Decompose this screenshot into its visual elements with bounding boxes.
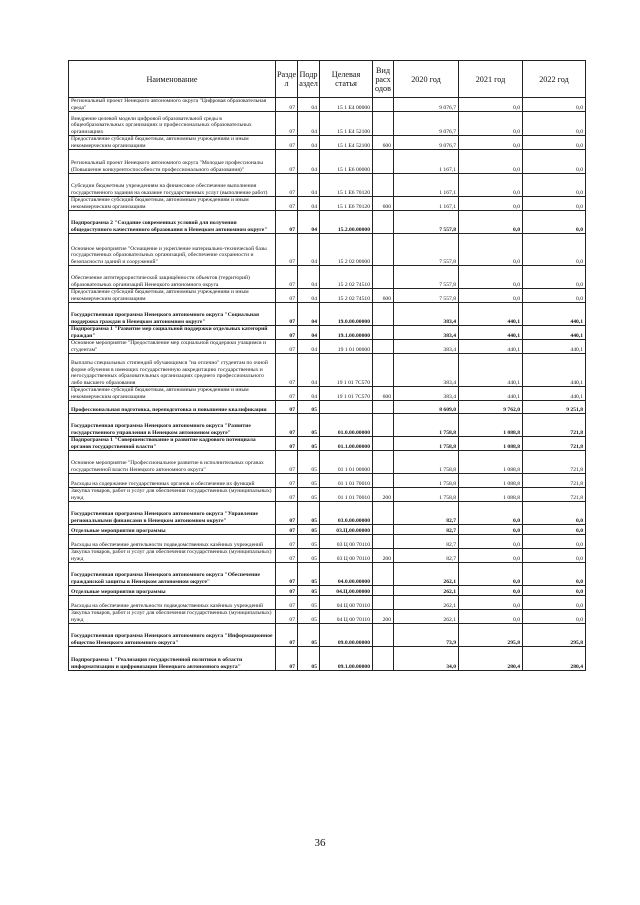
cell-podrazdel: 04 xyxy=(298,340,320,354)
cell-razdel: 07 xyxy=(276,549,298,563)
cell-name: Закупка товаров, работ и услуг для обеспечения государственных (муниципальных) нужд xyxy=(69,549,276,563)
budget-table xyxy=(68,60,586,671)
cell-podrazdel: 05 xyxy=(298,474,320,488)
cell-expense-type xyxy=(373,174,394,197)
table-row xyxy=(69,197,586,211)
cell-name: Отдельные мероприятия программы xyxy=(69,525,276,535)
cell-expense-type: 200 xyxy=(373,488,394,502)
cell-razdel: 07 xyxy=(276,174,298,197)
table-row xyxy=(69,326,586,340)
cell-2020: 1 167,1 xyxy=(394,150,459,174)
cell-name: Предоставление субсидий бюджетным, автономным учреждениям и иным некоммерческим организациям xyxy=(69,289,276,303)
cell-podrazdel: 05 xyxy=(298,451,320,474)
cell-podrazdel: 04 xyxy=(298,211,320,234)
cell-article: 15.2.00.00000 xyxy=(320,211,373,234)
cell-name: Государственная программа Ненецкого автономного округа "Информационное общество Ненецкого автономного округа" xyxy=(69,624,276,647)
table-row xyxy=(69,624,586,647)
table-row xyxy=(69,437,586,451)
cell-2020: 1 167,1 xyxy=(394,174,459,197)
cell-name: Подпрограмма 1 "Совершенствование и развитие кадрового потенциала органов государственной власти" xyxy=(69,437,276,451)
cell-expense-type: 200 xyxy=(373,549,394,563)
cell-article: 15 1 E6 70120 xyxy=(320,197,373,211)
cell-expense-type xyxy=(373,586,394,596)
cell-name: Отдельные мероприятия программы xyxy=(69,586,276,596)
cell-2021: 0,0 xyxy=(459,174,523,197)
cell-article: 01.0.00.00000 xyxy=(320,414,373,437)
cell-2021: 0,0 xyxy=(459,535,523,549)
cell-2020: 262,1 xyxy=(394,586,459,596)
cell-2021: 295,8 xyxy=(459,624,523,647)
cell-podrazdel: 05 xyxy=(298,502,320,525)
table-row xyxy=(69,474,586,488)
cell-razdel: 07 xyxy=(276,289,298,303)
cell-2022: 0,0 xyxy=(523,525,586,535)
cell-article: 19 1 01 7C570 xyxy=(320,354,373,387)
cell-2022: 0,0 xyxy=(523,174,586,197)
cell-2020: 9 076,7 xyxy=(394,98,459,112)
cell-podrazdel: 04 xyxy=(298,303,320,326)
cell-article: 09.0.00.00000 xyxy=(320,624,373,647)
cell-2022: 440,1 xyxy=(523,354,586,387)
table-row xyxy=(69,502,586,525)
cell-2020: 383,4 xyxy=(394,387,459,401)
cell-2022: 721,8 xyxy=(523,474,586,488)
table-row xyxy=(69,387,586,401)
cell-name: Расходы на содержание государственных органов и обеспечение их функций xyxy=(69,474,276,488)
cell-podrazdel: 04 xyxy=(298,266,320,289)
cell-2021: 440,1 xyxy=(459,340,523,354)
cell-article: 15 1 E4 52100 xyxy=(320,112,373,136)
cell-razdel: 07 xyxy=(276,340,298,354)
cell-2022: 0,0 xyxy=(523,549,586,563)
cell-2021: 1 088,8 xyxy=(459,488,523,502)
cell-name: Предоставление субсидий бюджетным, автономным учреждениям и иным некоммерческим организациям xyxy=(69,136,276,150)
cell-name: Государственная программа Ненецкого автономного округа "Социальная поддержка граждан в Ненецком автономном округе" xyxy=(69,303,276,326)
cell-expense-type xyxy=(373,451,394,474)
cell-name: Предоставление субсидий бюджетным, автономным учреждениям и иным некоммерческим организациям xyxy=(69,387,276,401)
table-row xyxy=(69,488,586,502)
cell-2021: 440,1 xyxy=(459,354,523,387)
cell-article: 03 Ц 00 70110 xyxy=(320,549,373,563)
cell-razdel: 07 xyxy=(276,502,298,525)
cell-2021: 440,1 xyxy=(459,387,523,401)
header-article: Целевая статья xyxy=(320,61,373,98)
cell-razdel: 07 xyxy=(276,586,298,596)
cell-expense-type xyxy=(373,624,394,647)
cell-podrazdel: 04 xyxy=(298,112,320,136)
cell-2022: 721,8 xyxy=(523,437,586,451)
cell-razdel: 07 xyxy=(276,354,298,387)
cell-podrazdel: 05 xyxy=(298,525,320,535)
cell-razdel: 07 xyxy=(276,234,298,266)
cell-2022: 0,0 xyxy=(523,98,586,112)
cell-2021: 0,0 xyxy=(459,586,523,596)
cell-expense-type xyxy=(373,266,394,289)
cell-podrazdel: 05 xyxy=(298,596,320,610)
cell-2020: 1 758,8 xyxy=(394,474,459,488)
header-2022: 2022 год xyxy=(523,61,586,98)
cell-name: Региональный проект Ненецкого автономного округа "Цифровая образовательная среда" xyxy=(69,98,276,112)
table-row xyxy=(69,451,586,474)
cell-podrazdel: 04 xyxy=(298,354,320,387)
table-row xyxy=(69,596,586,610)
cell-article: 03.0.00.00000 xyxy=(320,502,373,525)
cell-article: 01 1 01 70010 xyxy=(320,488,373,502)
cell-article: 04 Ц 00 70110 xyxy=(320,610,373,624)
cell-article: 15 2 02 74510 xyxy=(320,289,373,303)
cell-2021: 0,0 xyxy=(459,266,523,289)
cell-article: 19.1.00.00000 xyxy=(320,326,373,340)
table-row xyxy=(69,586,586,596)
cell-razdel: 07 xyxy=(276,535,298,549)
cell-podrazdel: 05 xyxy=(298,586,320,596)
cell-name: Основное мероприятие "Оснащение и укрепление материально-технической базы государственных образовательных организаций, обеспечение сохранности и безопасности зданий и сооружений" xyxy=(69,234,276,266)
cell-2021: 0,0 xyxy=(459,610,523,624)
table-row xyxy=(69,266,586,289)
cell-2022: 9 251,8 xyxy=(523,401,586,414)
cell-2020: 9 076,7 xyxy=(394,136,459,150)
cell-expense-type xyxy=(373,647,394,671)
table-row xyxy=(69,340,586,354)
table-row xyxy=(69,98,586,112)
cell-podrazdel: 05 xyxy=(298,563,320,586)
cell-expense-type xyxy=(373,98,394,112)
cell-2022: 0,0 xyxy=(523,563,586,586)
cell-2021: 1 088,8 xyxy=(459,414,523,437)
table-row xyxy=(69,535,586,549)
cell-2020: 7 557,8 xyxy=(394,266,459,289)
cell-article: 04.0.00.00000 xyxy=(320,563,373,586)
cell-razdel: 07 xyxy=(276,474,298,488)
table-row xyxy=(69,563,586,586)
table-row xyxy=(69,525,586,535)
cell-2021: 0,0 xyxy=(459,98,523,112)
cell-2020: 82,7 xyxy=(394,549,459,563)
cell-expense-type: 600 xyxy=(373,136,394,150)
cell-2022: 0,0 xyxy=(523,266,586,289)
cell-name: Государственная программа Ненецкого автономного округа "Обеспечение гражданской защиты в Ненецком автономном округе" xyxy=(69,563,276,586)
cell-2022: 0,0 xyxy=(523,112,586,136)
cell-expense-type: 600 xyxy=(373,387,394,401)
cell-2020: 34,0 xyxy=(394,647,459,671)
table-row xyxy=(69,289,586,303)
cell-podrazdel: 05 xyxy=(298,401,320,414)
cell-2021: 0,0 xyxy=(459,150,523,174)
cell-podrazdel: 04 xyxy=(298,289,320,303)
cell-2021: 0,0 xyxy=(459,563,523,586)
cell-2021: 280,4 xyxy=(459,647,523,671)
cell-razdel: 07 xyxy=(276,98,298,112)
cell-2021: 0,0 xyxy=(459,502,523,525)
cell-2022: 0,0 xyxy=(523,234,586,266)
cell-razdel: 07 xyxy=(276,136,298,150)
cell-article: 03.Ц.00.00000 xyxy=(320,525,373,535)
cell-article: 15 2 02 74510 xyxy=(320,266,373,289)
cell-expense-type xyxy=(373,414,394,437)
cell-expense-type xyxy=(373,354,394,387)
cell-2020: 262,1 xyxy=(394,563,459,586)
cell-razdel: 07 xyxy=(276,414,298,437)
cell-2020: 383,4 xyxy=(394,303,459,326)
cell-article: 19.0.00.00000 xyxy=(320,303,373,326)
cell-2021: 0,0 xyxy=(459,525,523,535)
cell-name: Государственная программа Ненецкого автономного округа "Управление региональными финансами в Ненецком автономном округе" xyxy=(69,502,276,525)
cell-2022: 0,0 xyxy=(523,197,586,211)
cell-podrazdel: 04 xyxy=(298,174,320,197)
cell-expense-type xyxy=(373,535,394,549)
cell-article: 01 1 01 70010 xyxy=(320,474,373,488)
cell-razdel: 07 xyxy=(276,647,298,671)
cell-article: 03 Ц 00 70110 xyxy=(320,535,373,549)
cell-podrazdel: 04 xyxy=(298,387,320,401)
cell-2021: 0,0 xyxy=(459,197,523,211)
cell-2020: 82,7 xyxy=(394,535,459,549)
cell-razdel: 07 xyxy=(276,437,298,451)
cell-name: Подпрограмма 1 "Реализация государственной политики в области информатизации и цифровизации Ненецкого автономного округа" xyxy=(69,647,276,671)
cell-podrazdel: 05 xyxy=(298,488,320,502)
cell-2020: 8 609,0 xyxy=(394,401,459,414)
table-row xyxy=(69,136,586,150)
cell-podrazdel: 04 xyxy=(298,136,320,150)
cell-2021: 1 088,8 xyxy=(459,474,523,488)
table-row xyxy=(69,234,586,266)
table-row xyxy=(69,174,586,197)
cell-expense-type xyxy=(373,474,394,488)
cell-name: Внедрение целевой модели цифровой образовательной среды в общеобразовательных организациях и профессиональных образовательных организациях xyxy=(69,112,276,136)
cell-2020: 7 557,8 xyxy=(394,211,459,234)
cell-razdel: 07 xyxy=(276,211,298,234)
cell-expense-type xyxy=(373,401,394,414)
cell-razdel: 07 xyxy=(276,451,298,474)
cell-name: Закупка товаров, работ и услуг для обеспечения государственных (муниципальных) нужд xyxy=(69,610,276,624)
table-body xyxy=(69,98,586,671)
cell-name: Государственная программа Ненецкого автономного округа "Развитие государственного управления в Ненецком автономном округе" xyxy=(69,414,276,437)
cell-podrazdel: 05 xyxy=(298,414,320,437)
cell-article: 15 1 E6 70120 xyxy=(320,174,373,197)
cell-expense-type xyxy=(373,596,394,610)
cell-podrazdel: 05 xyxy=(298,610,320,624)
cell-razdel: 07 xyxy=(276,610,298,624)
cell-2021: 440,1 xyxy=(459,303,523,326)
cell-name: Подпрограмма 2 "Создание современных условий для получения общедоступного качественного образования в Ненецком автономном округе" xyxy=(69,211,276,234)
table-header xyxy=(69,61,586,98)
cell-2022: 0,0 xyxy=(523,502,586,525)
cell-podrazdel: 05 xyxy=(298,535,320,549)
cell-article: 01 1 01 00000 xyxy=(320,451,373,474)
cell-2020: 1 167,1 xyxy=(394,197,459,211)
cell-2022: 0,0 xyxy=(523,610,586,624)
cell-name: Субсидии бюджетным учреждениям на финансовое обеспечение выполнения государственного задания на оказание государственных услуг (выполнение работ) xyxy=(69,174,276,197)
cell-2020: 82,7 xyxy=(394,502,459,525)
cell-article: 15 1 E4 00000 xyxy=(320,98,373,112)
cell-2021: 0,0 xyxy=(459,234,523,266)
cell-razdel: 07 xyxy=(276,525,298,535)
cell-name: Региональный проект Ненецкого автономного округа "Молодые профессионалы (Повышение конкурентоспособности профессионального образования)" xyxy=(69,150,276,174)
cell-expense-type xyxy=(373,340,394,354)
cell-2020: 383,4 xyxy=(394,354,459,387)
cell-expense-type xyxy=(373,234,394,266)
cell-2022: 0,0 xyxy=(523,596,586,610)
cell-podrazdel: 05 xyxy=(298,647,320,671)
cell-2022: 0,0 xyxy=(523,535,586,549)
cell-expense-type: 600 xyxy=(373,289,394,303)
cell-article: 15 1 E6 00000 xyxy=(320,150,373,174)
cell-2021: 0,0 xyxy=(459,596,523,610)
cell-2021: 0,0 xyxy=(459,549,523,563)
cell-2022: 0,0 xyxy=(523,136,586,150)
cell-razdel: 07 xyxy=(276,563,298,586)
cell-expense-type xyxy=(373,112,394,136)
cell-razdel: 07 xyxy=(276,303,298,326)
cell-2022: 721,8 xyxy=(523,488,586,502)
cell-article: 09.1.00.00000 xyxy=(320,647,373,671)
cell-2020: 1 758,8 xyxy=(394,437,459,451)
table-row xyxy=(69,150,586,174)
cell-2021: 0,0 xyxy=(459,112,523,136)
cell-2022: 0,0 xyxy=(523,150,586,174)
page-number: 36 xyxy=(314,837,326,849)
cell-2022: 0,0 xyxy=(523,289,586,303)
cell-article: 01.1.00.00000 xyxy=(320,437,373,451)
cell-2020: 1 758,8 xyxy=(394,488,459,502)
cell-2022: 440,1 xyxy=(523,326,586,340)
cell-2021: 1 088,8 xyxy=(459,451,523,474)
cell-2020: 7 557,8 xyxy=(394,289,459,303)
header-2020: 2020 год xyxy=(394,61,459,98)
cell-2021: 0,0 xyxy=(459,289,523,303)
cell-article: 04.Ц.00.00000 xyxy=(320,586,373,596)
cell-podrazdel: 04 xyxy=(298,326,320,340)
header-razdel: Разде л xyxy=(276,61,298,98)
table-row xyxy=(69,549,586,563)
cell-name: Расходы на обеспечение деятельности подведомственных казённых учреждений xyxy=(69,596,276,610)
cell-expense-type xyxy=(373,563,394,586)
cell-2020: 7 557,8 xyxy=(394,234,459,266)
cell-expense-type xyxy=(373,525,394,535)
cell-name: Закупка товаров, работ и услуг для обеспечения государственных (муниципальных) нужд xyxy=(69,488,276,502)
cell-2020: 73,9 xyxy=(394,624,459,647)
cell-2022: 440,1 xyxy=(523,303,586,326)
cell-expense-type xyxy=(373,150,394,174)
cell-2020: 383,4 xyxy=(394,340,459,354)
cell-2020: 262,1 xyxy=(394,596,459,610)
cell-2020: 82,7 xyxy=(394,525,459,535)
cell-name: Основное мероприятие "Профессиональное развитие в исполнительных органах государственной власти Ненецкого автономного округа" xyxy=(69,451,276,474)
cell-expense-type xyxy=(373,437,394,451)
cell-2022: 440,1 xyxy=(523,387,586,401)
cell-name: Расходы на обеспечение деятельности подведомственных казённых учреждений xyxy=(69,535,276,549)
cell-2022: 440,1 xyxy=(523,340,586,354)
table-row xyxy=(69,211,586,234)
cell-2020: 383,4 xyxy=(394,326,459,340)
cell-article: 04 Ц 00 70110 xyxy=(320,596,373,610)
cell-podrazdel: 04 xyxy=(298,150,320,174)
cell-article xyxy=(320,401,373,414)
table-row xyxy=(69,610,586,624)
cell-name: Выплаты специальных стипендий обучающимся "на отлично" студентам по очной форме обучения в имеющих государственную аккредитацию государственных и негосударственных образовательных организациях среднего профессионального либо высшего образования xyxy=(69,354,276,387)
cell-expense-type xyxy=(373,326,394,340)
cell-name: Предоставление субсидий бюджетным, автономным учреждениям и иным некоммерческим организациям xyxy=(69,197,276,211)
cell-razdel: 07 xyxy=(276,326,298,340)
cell-razdel: 07 xyxy=(276,112,298,136)
cell-podrazdel: 04 xyxy=(298,197,320,211)
header-expense-type: Вид расх одов xyxy=(373,61,394,98)
cell-2022: 295,8 xyxy=(523,624,586,647)
cell-2022: 280,4 xyxy=(523,647,586,671)
table-row xyxy=(69,647,586,671)
table-row xyxy=(69,303,586,326)
cell-2021: 9 762,0 xyxy=(459,401,523,414)
cell-article: 19 1 01 7C570 xyxy=(320,387,373,401)
cell-2022: 0,0 xyxy=(523,586,586,596)
cell-name: Обеспечение антитеррористической защищённости объектов (территорий) образовательных организаций Ненецкого автономного округа xyxy=(69,266,276,289)
cell-expense-type: 600 xyxy=(373,197,394,211)
cell-razdel: 07 xyxy=(276,401,298,414)
header-podrazdel: Подр аздел xyxy=(298,61,320,98)
cell-razdel: 07 xyxy=(276,387,298,401)
cell-2021: 440,1 xyxy=(459,326,523,340)
cell-name: Профессиональная подготовка, переподготовка и повышение квалификации xyxy=(69,401,276,414)
cell-podrazdel: 05 xyxy=(298,549,320,563)
cell-razdel: 07 xyxy=(276,488,298,502)
table-row xyxy=(69,112,586,136)
cell-2020: 9 076,7 xyxy=(394,112,459,136)
cell-podrazdel: 04 xyxy=(298,98,320,112)
cell-2020: 1 758,8 xyxy=(394,451,459,474)
cell-2021: 0,0 xyxy=(459,211,523,234)
cell-razdel: 07 xyxy=(276,150,298,174)
cell-2021: 0,0 xyxy=(459,136,523,150)
cell-article: 15 2 02 00000 xyxy=(320,234,373,266)
cell-name: Основное мероприятие "Предоставление мер социальной поддержки учащимся и студентам" xyxy=(69,340,276,354)
cell-expense-type xyxy=(373,211,394,234)
cell-podrazdel: 05 xyxy=(298,437,320,451)
cell-2022: 0,0 xyxy=(523,211,586,234)
cell-2021: 1 088,8 xyxy=(459,437,523,451)
header-name: Наименование xyxy=(69,61,276,98)
cell-razdel: 07 xyxy=(276,197,298,211)
table-row xyxy=(69,414,586,437)
cell-razdel: 07 xyxy=(276,624,298,647)
cell-razdel: 07 xyxy=(276,266,298,289)
table-row xyxy=(69,401,586,414)
cell-2020: 262,1 xyxy=(394,610,459,624)
cell-name: Подпрограмма 1 "Развитие мер социальной поддержки отдельных категорий граждан" xyxy=(69,326,276,340)
header-2021: 2021 год xyxy=(459,61,523,98)
cell-2020: 1 758,8 xyxy=(394,414,459,437)
cell-razdel: 07 xyxy=(276,596,298,610)
cell-2022: 721,8 xyxy=(523,414,586,437)
cell-expense-type xyxy=(373,303,394,326)
cell-expense-type: 200 xyxy=(373,610,394,624)
cell-2022: 721,8 xyxy=(523,451,586,474)
cell-article: 19 1 01 00000 xyxy=(320,340,373,354)
cell-podrazdel: 05 xyxy=(298,624,320,647)
cell-podrazdel: 04 xyxy=(298,234,320,266)
cell-expense-type xyxy=(373,502,394,525)
table-row xyxy=(69,354,586,387)
cell-article: 15 1 E4 52100 xyxy=(320,136,373,150)
